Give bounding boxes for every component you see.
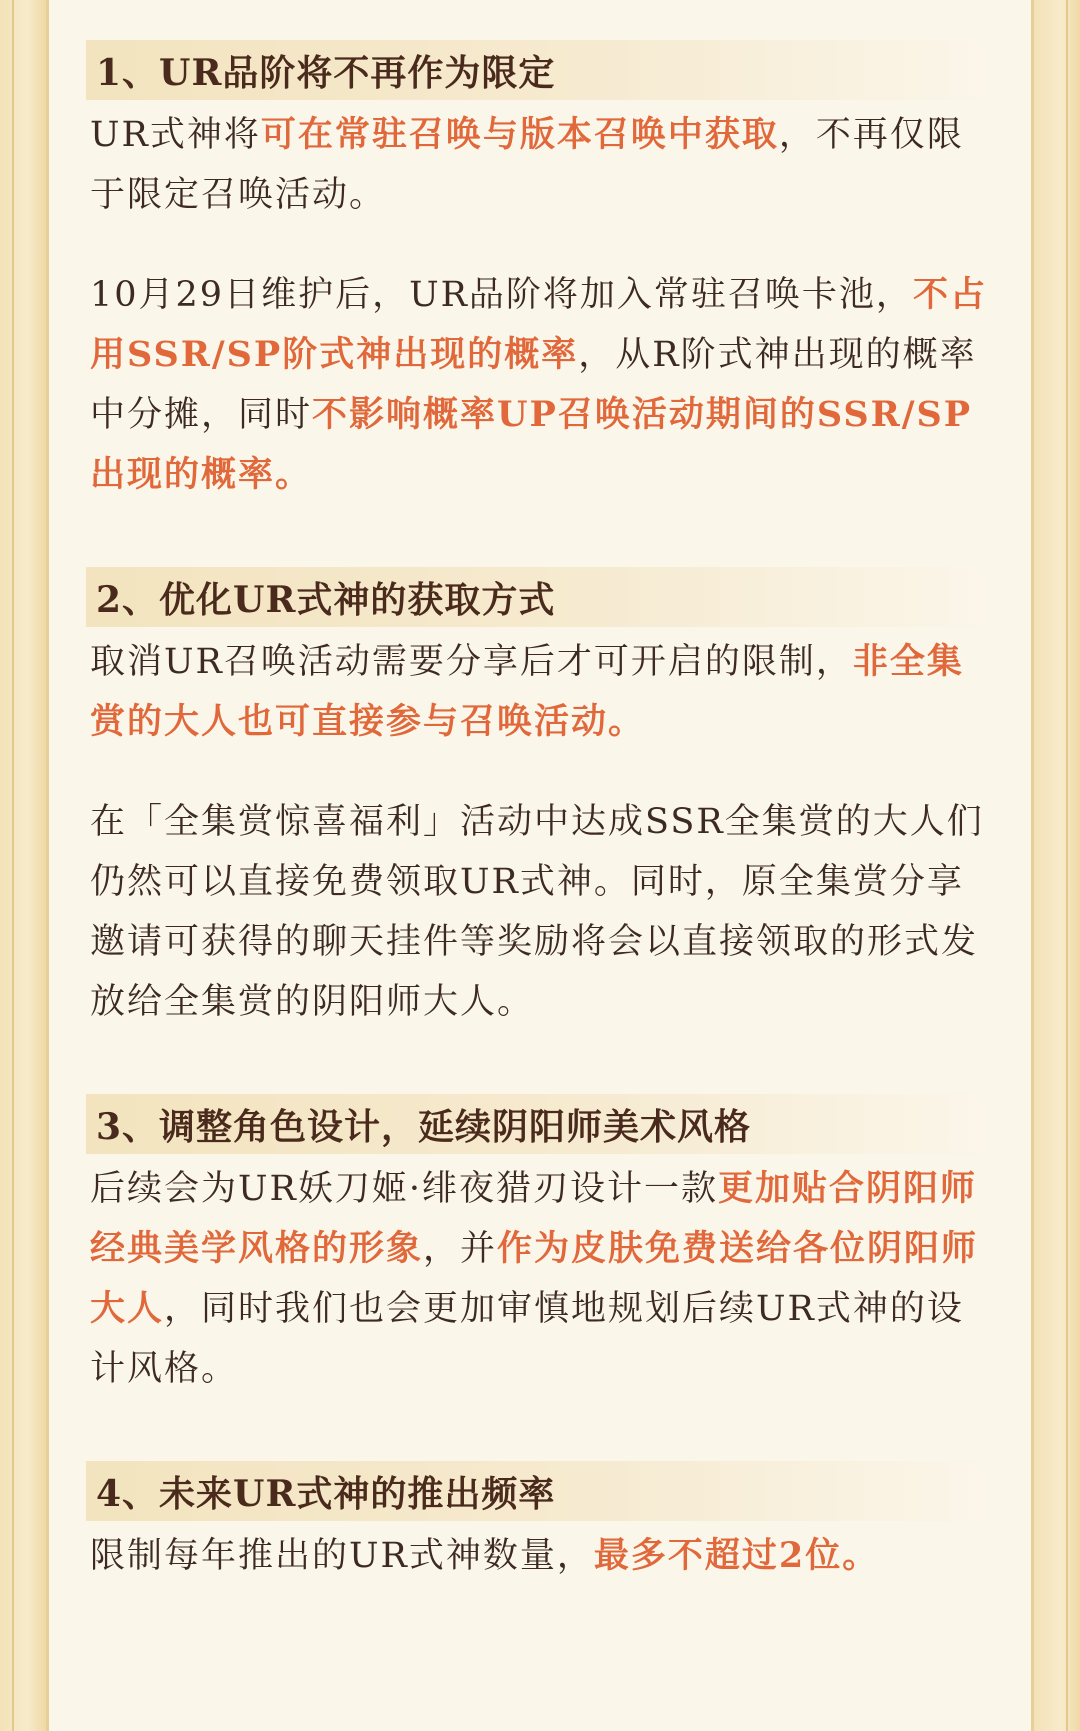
section-1-header: 1、UR品阶将不再作为限定 xyxy=(86,40,995,100)
highlight-text: 非全集赏的大人也可直接参与召唤活动。 xyxy=(90,641,964,742)
highlight-text: 更加贴合阴阳师经典美学风格的形象 xyxy=(90,1168,977,1269)
highlight-text: 不影响概率UP召唤活动期间的SSR/SP出现的概率。 xyxy=(90,394,973,495)
text-run: ，不再仅限于限定召唤活动。 xyxy=(90,115,964,215)
text-run: 限制每年推出的UR式神数量， xyxy=(90,1536,594,1576)
highlight-text: 不占用SSR/SP阶式神出现的概率 xyxy=(90,274,987,375)
section-4-header: 4、未来UR式神的推出频率 xyxy=(86,1461,995,1521)
text-run: 后续会为UR妖刀姬·绯夜猎刃设计一款 xyxy=(90,1169,718,1209)
highlight-text: 可在常驻召唤与版本召唤中获取 xyxy=(260,114,779,155)
section-1-paragraph-1 xyxy=(90,105,995,225)
text-run: 在「全集赏惊喜福利」活动中达成SSR全集赏的大人们仍然可以直接免费领取UR式神。同时，原全集赏分享邀请可获得的聊天挂件等奖励将会以直接领取的形式发放给全集赏的阴阳师大人。 xyxy=(90,802,984,1022)
section-3-paragraph-1 xyxy=(90,1159,995,1399)
text-run: ，从R阶式神出现的概率中分摊，同时 xyxy=(90,335,977,435)
section-2-paragraph-1 xyxy=(90,632,995,752)
section-4-paragraph-1 xyxy=(90,1526,995,1586)
text-run: ，并 xyxy=(423,1229,498,1269)
text-run: UR式神将 xyxy=(90,115,261,155)
section-1-paragraph-2 xyxy=(90,265,995,505)
text-run: ，同时我们也会更加审慎地规划后续UR式神的设计风格。 xyxy=(90,1289,964,1389)
announcement-content xyxy=(90,40,995,1586)
section-3-header: 3、调整角色设计，延续阴阳师美术风格 xyxy=(86,1094,995,1154)
highlight-text: 作为皮肤免费送给各位阴阳师大人 xyxy=(90,1228,979,1329)
right-border-decoration xyxy=(1031,0,1080,1731)
section-2-header: 2、优化UR式神的获取方式 xyxy=(86,567,995,627)
left-border-decoration xyxy=(0,0,49,1731)
highlight-text: 最多不超过2位。 xyxy=(593,1535,880,1576)
section-2-paragraph-2 xyxy=(90,792,995,1032)
text-run: 10月29日维护后，UR品阶将加入常驻召唤卡池， xyxy=(90,275,913,315)
text-run: 取消UR召唤活动需要分享后才可开启的限制， xyxy=(90,642,853,682)
